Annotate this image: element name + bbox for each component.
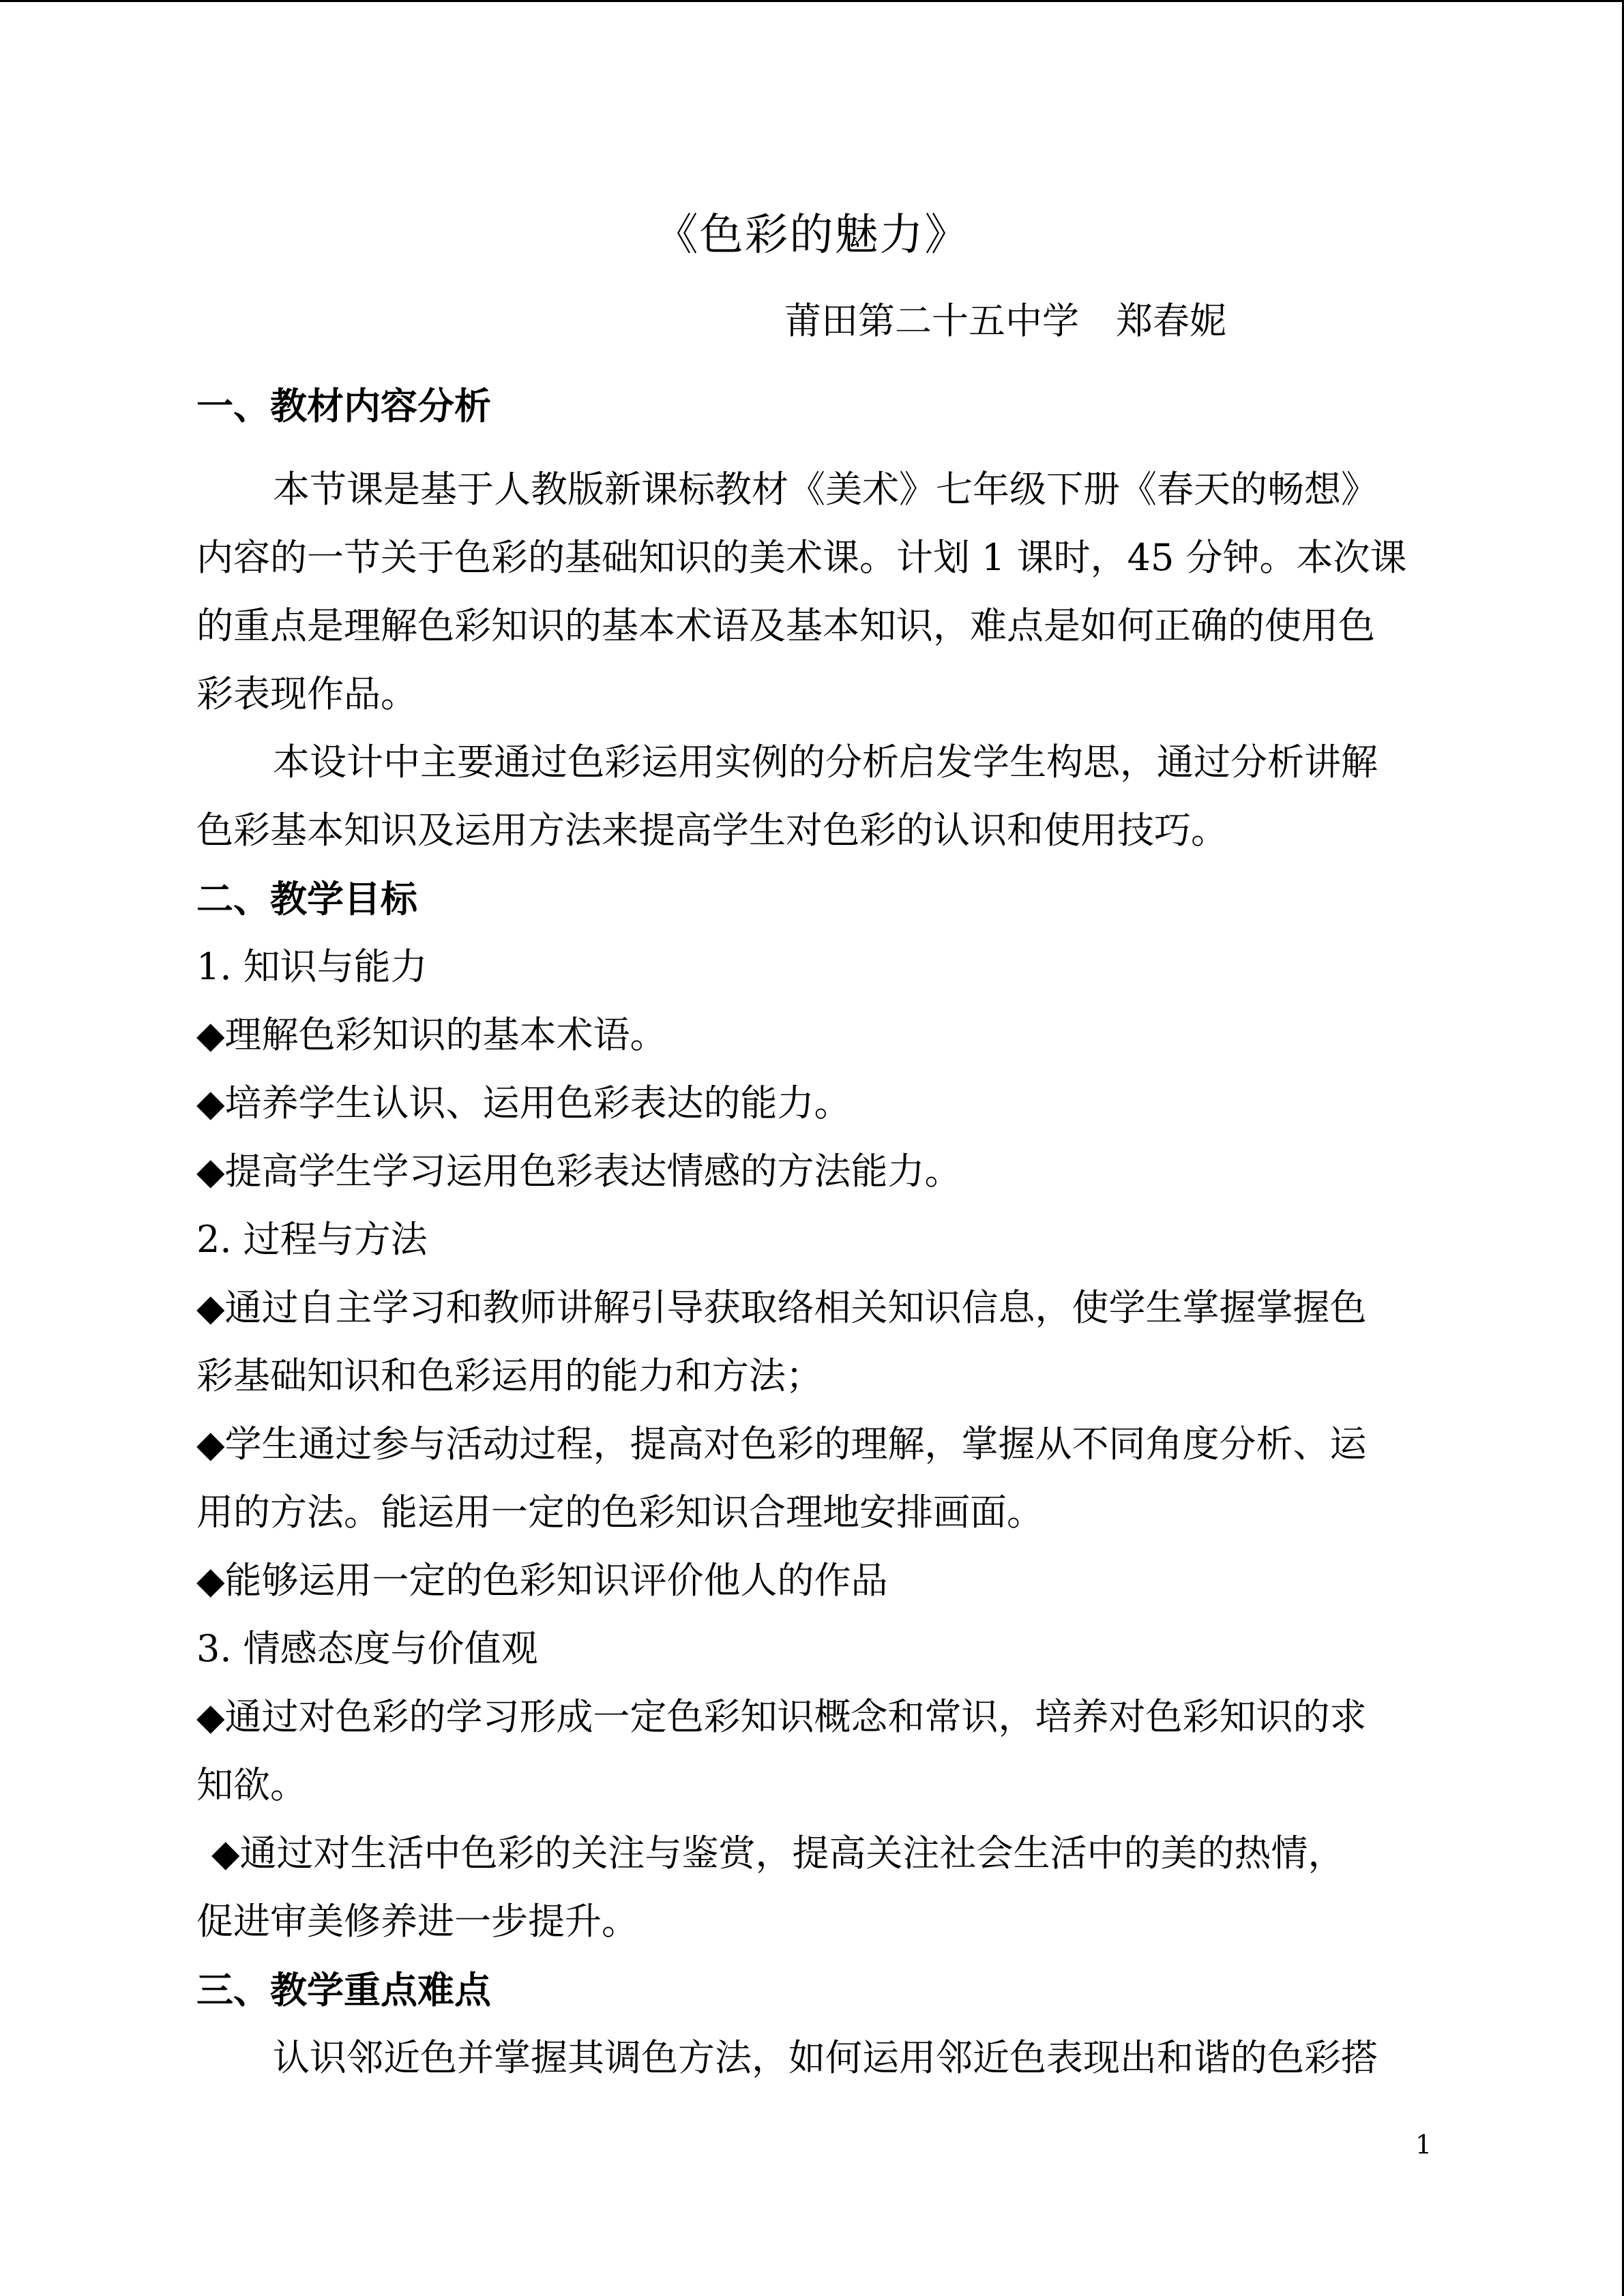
section-heading-3: 三、教学重点难点 (196, 1968, 491, 2012)
bullet-item: ◆培养学生认识、运用色彩表达的能力。 (196, 1082, 851, 1124)
section-heading-2: 二、教学目标 (196, 877, 417, 921)
paragraph-line: 本节课是基于人教版新课标教材《美术》七年级下册《春天的畅想》 (273, 468, 1378, 511)
bullet-item-continuation: 促进审美修养进一步提升。 (196, 1900, 638, 1943)
paragraph-line: 彩表现作品。 (196, 672, 417, 715)
paragraph-line: 认识邻近色并掌握其调色方法，如何运用邻近色表现出和谐的色彩搭 (273, 2036, 1378, 2079)
bullet-item: ◆提高学生学习运用色彩表达情感的方法能力。 (196, 1150, 962, 1193)
subheading: 3. 情感态度与价值观 (196, 1627, 538, 1670)
page-number: 1 (1415, 2130, 1432, 2160)
paragraph-line: 内容的一节关于色彩的基础知识的美术课。计划 1 课时，45 分钟。本次课 (196, 536, 1407, 579)
bullet-item: ◆能够运用一定的色彩知识评价他人的作品 (196, 1559, 888, 1602)
bullet-item: ◆学生通过参与活动过程，提高对色彩的理解，掌握从不同角度分析、运 (196, 1422, 1367, 1465)
paragraph-line: 的重点是理解色彩知识的基本术语及基本知识，难点是如何正确的使用色 (196, 604, 1375, 647)
bullet-item: ◆通过对生活中色彩的关注与鉴赏，提高关注社会生活中的美的热情， (211, 1832, 1345, 1875)
paragraph-line: 色彩基本知识及运用方法来提高学生对色彩的认识和使用技巧。 (196, 809, 1228, 852)
bullet-item-continuation: 知欲。 (196, 1763, 307, 1806)
document-title: 《色彩的魅力》 (654, 210, 970, 260)
paragraph-line: 本设计中主要通过色彩运用实例的分析启发学生构思，通过分析讲解 (273, 741, 1378, 784)
subheading: 1. 知识与能力 (196, 945, 428, 988)
section-heading-1: 一、教材内容分析 (196, 384, 491, 428)
bullet-item-continuation: 彩基础知识和色彩运用的能力和方法； (196, 1354, 823, 1397)
bullet-item: ◆通过自主学习和教师讲解引导获取络相关知识信息，使学生掌握掌握色 (196, 1286, 1367, 1329)
author-line: 莆田第二十五中学 郑春妮 (784, 299, 1226, 342)
bullet-item: ◆理解色彩知识的基本术语。 (196, 1013, 667, 1056)
bullet-item: ◆通过对色彩的学习形成一定色彩知识概念和常识，培养对色彩知识的求 (196, 1695, 1367, 1738)
subheading: 2. 过程与方法 (196, 1218, 428, 1261)
bullet-item-continuation: 用的方法。能运用一定的色彩知识合理地安排画面。 (196, 1491, 1044, 1534)
